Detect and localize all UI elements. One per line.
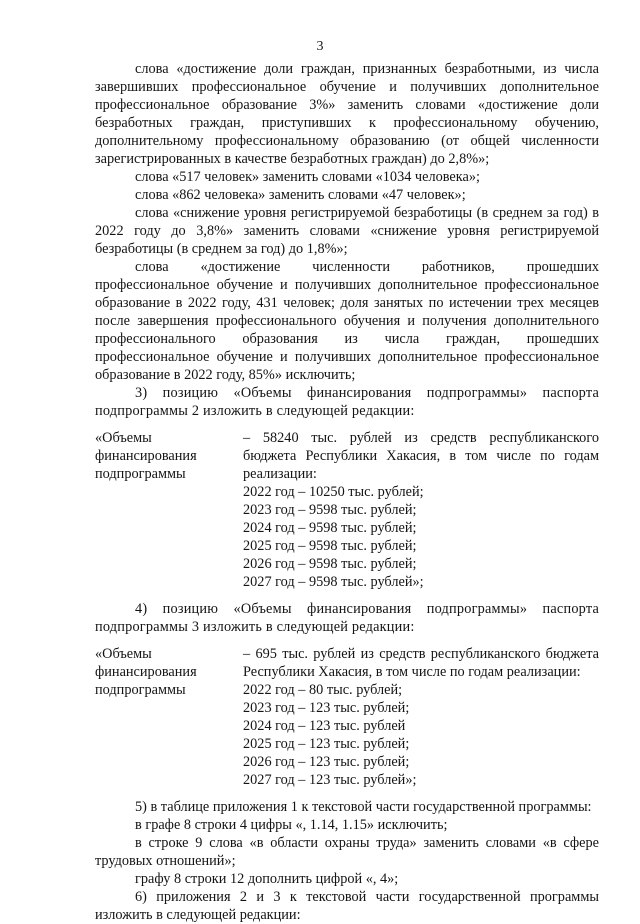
paragraph-517-chelovek: слова «517 человек» заменить словами «1034 человека»;: [135, 169, 480, 185]
paragraph-doli-grazhdan: слова «достижение доли граждан, признанных безработными, из числа завершивших профессиональное обучение и получивших дополнительное профессиональное образование 3%» заменить словами «достижение доли безработных граждан, приступивших к профессиональному обучению, дополнительному профессиональному образованию (от общей численности зарегистрированных в качестве безработных граждан) до 2,8%»;: [95, 61, 599, 167]
item-4-heading: 4) позицию «Объемы финансирования подпрограммы» паспорта подпрограммы 3 изложить в следующей редакции:: [95, 601, 599, 635]
paragraph-862-cheloveka: слова «862 человека» заменить словами «47 человек»;: [135, 187, 466, 203]
label-line: «Объемы: [95, 646, 152, 662]
financing-year: 2025 год – 9598 тыс. рублей;: [243, 538, 417, 554]
label-line: финансирования: [95, 664, 197, 680]
financing-total: – 58240 тыс. рублей из средств республиканского бюджета Республики Хакасия, в том числе по годам реализации:: [243, 430, 599, 482]
financing-value: [243, 429, 599, 591]
financing-year: 2024 год – 123 тыс. рублей: [243, 718, 406, 734]
paragraph-grafa-8-stroka-12: графу 8 строки 12 дополнить цифрой «, 4»;: [135, 871, 399, 887]
document-body: [95, 60, 599, 924]
financing-year: 2023 год – 9598 тыс. рублей;: [243, 502, 417, 518]
financing-year: 2026 год – 9598 тыс. рублей;: [243, 556, 417, 572]
label-line: финансирования: [95, 448, 197, 464]
financing-year: 2023 год – 123 тыс. рублей;: [243, 700, 410, 716]
passport-financing-subprogram-2: [95, 429, 599, 591]
financing-year: 2024 год – 9598 тыс. рублей;: [243, 520, 417, 536]
item-5-heading: 5) в таблице приложения 1 к текстовой части государственной программы:: [135, 799, 592, 815]
item-3-heading: 3) позицию «Объемы финансирования подпрограммы» паспорта подпрограммы 2 изложить в следующей редакции:: [95, 385, 599, 419]
label-line: подпрограммы: [95, 682, 186, 698]
financing-year: 2026 год – 123 тыс. рублей;: [243, 754, 410, 770]
financing-year: 2025 год – 123 тыс. рублей;: [243, 736, 410, 752]
label-line: подпрограммы: [95, 466, 186, 482]
financing-label: [95, 645, 243, 789]
paragraph-bezrabotitsa: слова «снижение уровня регистрируемой безработицы (в среднем за год) в 2022 году до 3,8%» заменить словами «снижение уровня регистрируемой безработицы (в среднем за год) до 1,8%»;: [95, 205, 599, 257]
paragraph-chislennost-rabotnikov: слова «достижение численности работников, прошедших профессиональное обучение и получивших дополнительное профессиональное образование в 2022 году, 431 человек; доля занятых по истечении трех месяцев после завершения профессионального обучения и получения дополнительного профессионального образования из числа граждан, прошедших профессиональное обучение и получивших дополнительное профессиональное образование в 2022 году, 85%» исключить;: [95, 259, 599, 383]
financing-label: [95, 429, 243, 591]
financing-year: 2022 год – 10250 тыс. рублей;: [243, 484, 424, 500]
paragraph-grafa-8-stroka-4: в графе 8 строки 4 цифры «, 1.14, 1.15» исключить;: [135, 817, 448, 833]
financing-year: 2027 год – 9598 тыс. рублей»;: [243, 574, 424, 590]
paragraph-stroka-9: в строке 9 слова «в области охраны труда» заменить словами «в сфере трудовых отношений»;: [95, 835, 599, 869]
label-line: «Объемы: [95, 430, 152, 446]
financing-year: 2027 год – 123 тыс. рублей»;: [243, 772, 417, 788]
financing-year: 2022 год – 80 тыс. рублей;: [243, 682, 403, 698]
financing-total: – 695 тыс. рублей из средств республиканского бюджета Республики Хакасия, в том числе по годам реализации:: [243, 646, 599, 680]
passport-financing-subprogram-3: [95, 645, 599, 789]
item-6-heading: 6) приложения 2 и 3 к текстовой части государственной программы изложить в следующей редакции:: [95, 889, 599, 923]
page-number: 3: [316, 39, 324, 54]
financing-value: [243, 645, 599, 789]
